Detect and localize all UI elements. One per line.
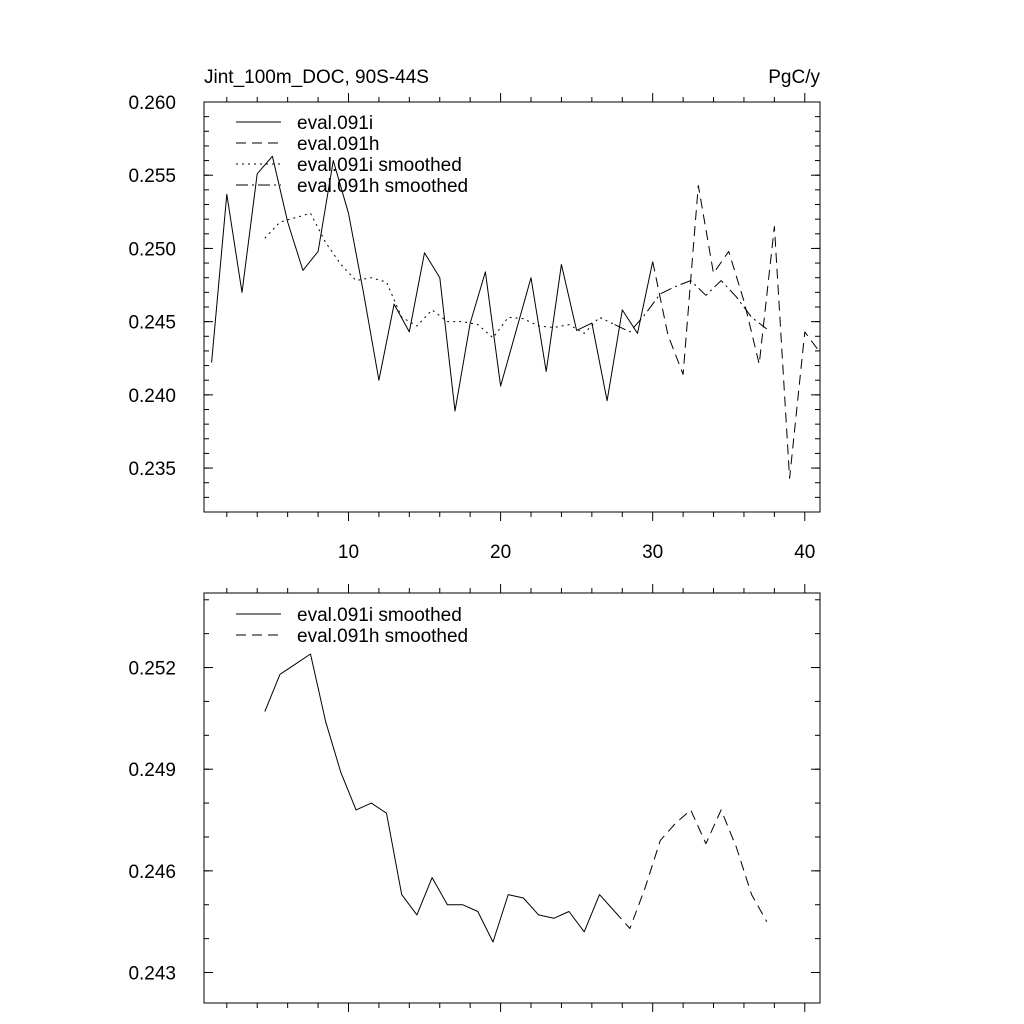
bottom-y-tick-label: 0.246 (128, 861, 176, 883)
top-legend-label: eval.091i smoothed (297, 155, 462, 176)
top-x-tick-label: 40 (794, 542, 816, 563)
top-x-tick-label: 20 (490, 542, 512, 563)
bottom-legend-label: eval.091i smoothed (297, 605, 462, 626)
top-chart-units: PgC/y (768, 67, 820, 88)
top-y-tick-label: 0.260 (128, 93, 176, 114)
top-chart-title: Jint_100m_DOC, 90S-44S (204, 67, 429, 88)
top-x-tick-label: 30 (642, 542, 664, 563)
top-y-tick-label: 0.250 (128, 239, 176, 261)
top-y-tick-label: 0.245 (128, 312, 176, 334)
top-legend-label: eval.091h smoothed (297, 176, 469, 197)
bottom-y-tick-label: 0.243 (128, 963, 176, 985)
bottom-y-tick-label: 0.252 (128, 658, 176, 680)
top-y-tick-label: 0.240 (128, 385, 176, 407)
top-y-tick-label: 0.255 (128, 166, 176, 188)
bottom-y-tick-label: 0.249 (128, 760, 176, 782)
top-y-tick-label: 0.235 (128, 459, 176, 481)
top-legend-label: eval.091i (297, 113, 374, 134)
bottom-legend-label: eval.091h smoothed (297, 626, 469, 647)
top-legend-label: eval.091h (297, 134, 380, 155)
top-x-tick-label: 10 (337, 542, 360, 563)
